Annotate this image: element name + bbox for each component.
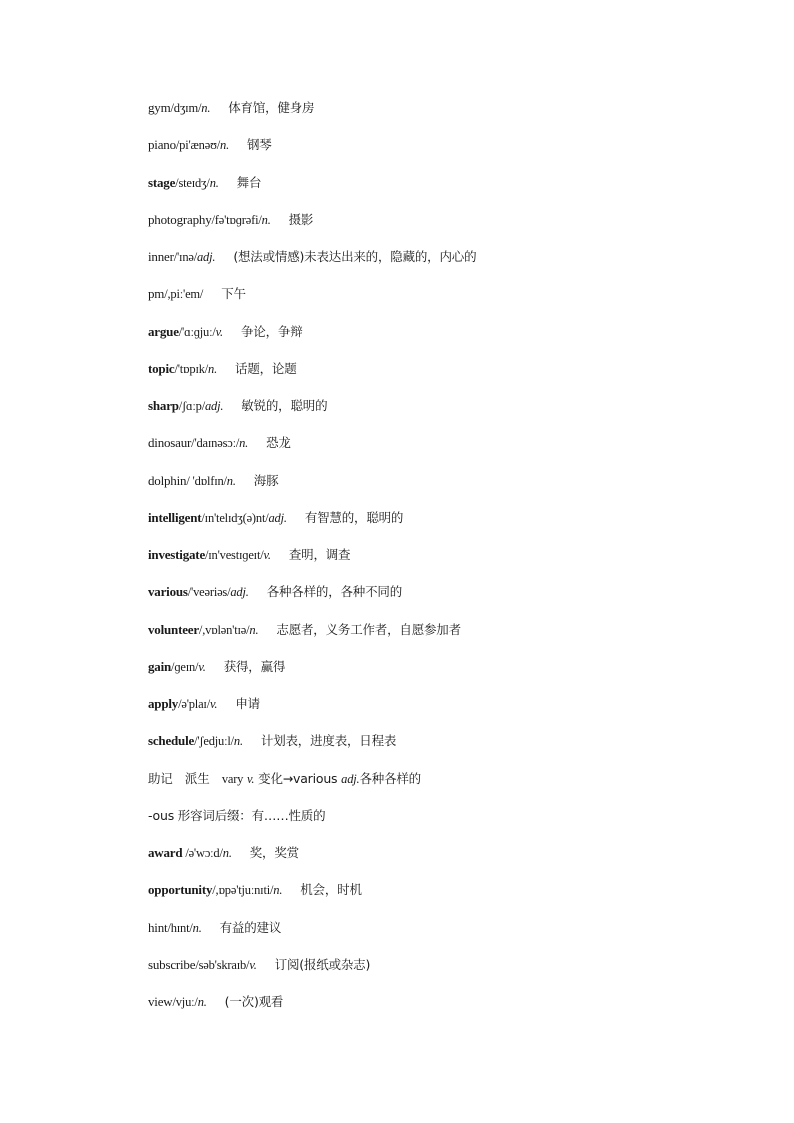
entry-pos: v.	[215, 325, 223, 339]
entry-phonetic: /fə'tɒɡrəfi/	[211, 213, 262, 227]
entry-phonetic: /ɡeɪn/	[171, 660, 199, 674]
entry-meaning: 舞台	[236, 175, 262, 190]
entry-meaning: 有智慧的，聪明的	[304, 510, 404, 525]
vocab-entry-stage	[148, 175, 261, 191]
vocab-entry-inner	[148, 249, 476, 265]
mnemonic-note-derivation	[148, 771, 421, 787]
note-prefix: 助记 派生	[148, 771, 222, 786]
entry-meaning: 奖，奖赏	[249, 845, 299, 860]
entry-phonetic: /ɪn'telɪdʒ(ə)nt/	[201, 511, 269, 525]
entry-word: inner	[148, 249, 174, 264]
entry-phonetic: /,vɒlən'tɪə/	[198, 623, 250, 637]
entry-meaning: 订阅(报纸或杂志)	[274, 957, 371, 972]
entry-phonetic: /'daɪnəsɔː/	[191, 436, 240, 450]
entry-pos: adj.	[197, 250, 216, 264]
entry-phonetic: /'ʃedjuːl/	[194, 734, 234, 748]
entry-pos: v.	[198, 660, 206, 674]
entry-pos: n.	[197, 995, 207, 1009]
vocab-entry-photography	[148, 212, 313, 228]
entry-meaning: 话题，论题	[235, 361, 297, 376]
vocab-entry-gain	[148, 659, 285, 675]
note-suffix-text: -ous 形容词后缀：有……性质的	[148, 808, 326, 823]
entry-meaning: 敏锐的，聪明的	[241, 398, 328, 413]
entry-word: argue	[148, 324, 179, 339]
entry-word: subscribe	[148, 957, 196, 972]
entry-meaning: 体育馆，健身房	[228, 100, 315, 115]
entry-phonetic: /ʃɑːp/	[178, 399, 205, 413]
entry-phonetic: /'ɑːɡjuː/	[178, 325, 216, 339]
entry-pos: n.	[233, 734, 243, 748]
note-mid: 变化→various	[254, 771, 342, 786]
entry-phonetic: /'tɒpɪk/	[174, 362, 209, 376]
entry-meaning: 获得，赢得	[223, 659, 286, 674]
entry-pos: n.	[261, 213, 271, 227]
entry-word: dolphin	[148, 473, 187, 488]
entry-pos: n.	[209, 176, 219, 190]
entry-meaning: 争论，争辩	[241, 324, 303, 339]
entry-word: gain	[148, 659, 172, 674]
entry-meaning: 海豚	[253, 473, 279, 488]
vocab-entry-subscribe	[148, 957, 370, 973]
entry-meaning: (一次)观看	[224, 994, 284, 1009]
entry-meaning: 下午	[221, 286, 246, 301]
entry-phonetic: /,ɒpə'tjuːnɪti/	[212, 883, 274, 897]
entry-pos: n.	[249, 623, 259, 637]
entry-meaning: 志愿者，义务工作者，自愿参加者	[276, 622, 461, 637]
entry-pos: n.	[192, 921, 202, 935]
entry-word: pm	[148, 286, 165, 301]
entry-pos: n.	[222, 846, 232, 860]
vocab-entry-volunteer	[148, 622, 461, 638]
vocab-entry-schedule	[148, 733, 396, 749]
entry-word: investigate	[148, 547, 206, 562]
entry-phonetic: /,piː'em/	[164, 287, 204, 301]
entry-word: topic	[148, 361, 175, 376]
vocab-entry-pm	[148, 286, 246, 302]
note-pos: v.	[247, 772, 255, 786]
entry-phonetic: /ə'plaɪ/	[178, 697, 210, 711]
note-word: vary	[221, 772, 244, 786]
entry-word: opportunity	[148, 882, 213, 897]
entry-meaning: 查明，调查	[288, 547, 351, 562]
entry-word: view	[148, 994, 173, 1009]
entry-meaning: 有益的建议	[219, 920, 282, 935]
entry-word: volunteer	[148, 622, 199, 637]
entry-meaning: 恐龙	[266, 435, 291, 450]
vocab-entry-topic	[148, 361, 297, 377]
note-pos2: adj.	[341, 772, 360, 786]
entry-phonetic: /'veəriəs/	[187, 585, 231, 599]
entry-meaning: 机会，时机	[300, 882, 362, 897]
vocab-entry-hint	[148, 920, 281, 936]
entry-pos: adj.	[268, 511, 287, 525]
vocab-entry-piano	[148, 137, 272, 153]
entry-phonetic: /steɪdʒ/	[175, 176, 210, 190]
entry-pos: v.	[249, 958, 257, 972]
vocab-entry-investigate	[148, 547, 350, 563]
entry-pos: v.	[209, 697, 218, 711]
entry-pos: n.	[208, 362, 218, 376]
entry-meaning: 摄影	[288, 212, 314, 227]
entry-word: various	[148, 584, 188, 599]
entry-word: apply	[148, 696, 179, 711]
entry-phonetic: /ə'wɔːd/	[182, 846, 223, 860]
entry-phonetic: /'ɪnə/	[173, 250, 197, 264]
entry-meaning: 各种各样的，各种不同的	[266, 584, 402, 599]
entry-phonetic: /dʒɪm/	[170, 101, 202, 115]
entry-meaning: 计划表，进度表，日程表	[260, 733, 397, 748]
entry-word: photography	[148, 212, 212, 227]
vocab-entry-argue	[148, 324, 303, 340]
vocab-entry-apply	[148, 696, 260, 712]
entry-word: award	[148, 845, 183, 860]
entry-word: schedule	[148, 733, 195, 748]
entry-phonetic: /vjuː/	[172, 995, 198, 1009]
vocab-entry-dinosaur	[148, 435, 291, 451]
entry-pos: n.	[226, 474, 236, 488]
entry-word: gym	[148, 100, 171, 115]
entry-word: stage	[148, 175, 176, 190]
entry-meaning: (想法或情感)未表达出来的，隐藏的，内心的	[233, 249, 477, 264]
vocab-entry-view	[148, 994, 283, 1010]
entry-phonetic: /hɪnt/	[167, 921, 193, 935]
entry-meaning: 钢琴	[247, 137, 272, 152]
entry-word: piano	[148, 137, 176, 152]
entry-phonetic: / 'dɒlfɪn/	[186, 474, 227, 488]
entry-word: dinosaur	[148, 435, 192, 450]
vocab-entry-opportunity	[148, 882, 362, 898]
entry-pos: n.	[273, 883, 283, 897]
entry-phonetic: /pi'ænəʊ/	[175, 138, 221, 152]
note-meaning: 各种各样的	[359, 771, 421, 786]
entry-phonetic: /səb'skraɪb/	[195, 958, 250, 972]
entry-pos: v.	[263, 548, 271, 562]
vocab-entry-sharp	[148, 398, 327, 414]
vocab-entry-various	[148, 584, 402, 600]
entry-word: hint	[148, 920, 168, 935]
entry-pos: adj.	[230, 585, 249, 599]
entry-word: sharp	[148, 398, 179, 413]
entry-word: intelligent	[148, 510, 202, 525]
vocab-entry-intelligent	[148, 510, 403, 526]
mnemonic-note-suffix	[148, 808, 325, 824]
entry-pos: n.	[220, 138, 229, 152]
vocab-entry-dolphin	[148, 473, 278, 489]
entry-pos: adj.	[204, 399, 224, 413]
vocab-entry-gym	[148, 100, 314, 116]
entry-pos: n.	[239, 436, 249, 450]
entry-meaning: 申请	[235, 696, 260, 711]
entry-pos: n.	[201, 101, 211, 115]
vocab-entry-award	[148, 845, 299, 861]
entry-phonetic: /ɪn'vestɪɡeɪt/	[205, 548, 264, 562]
